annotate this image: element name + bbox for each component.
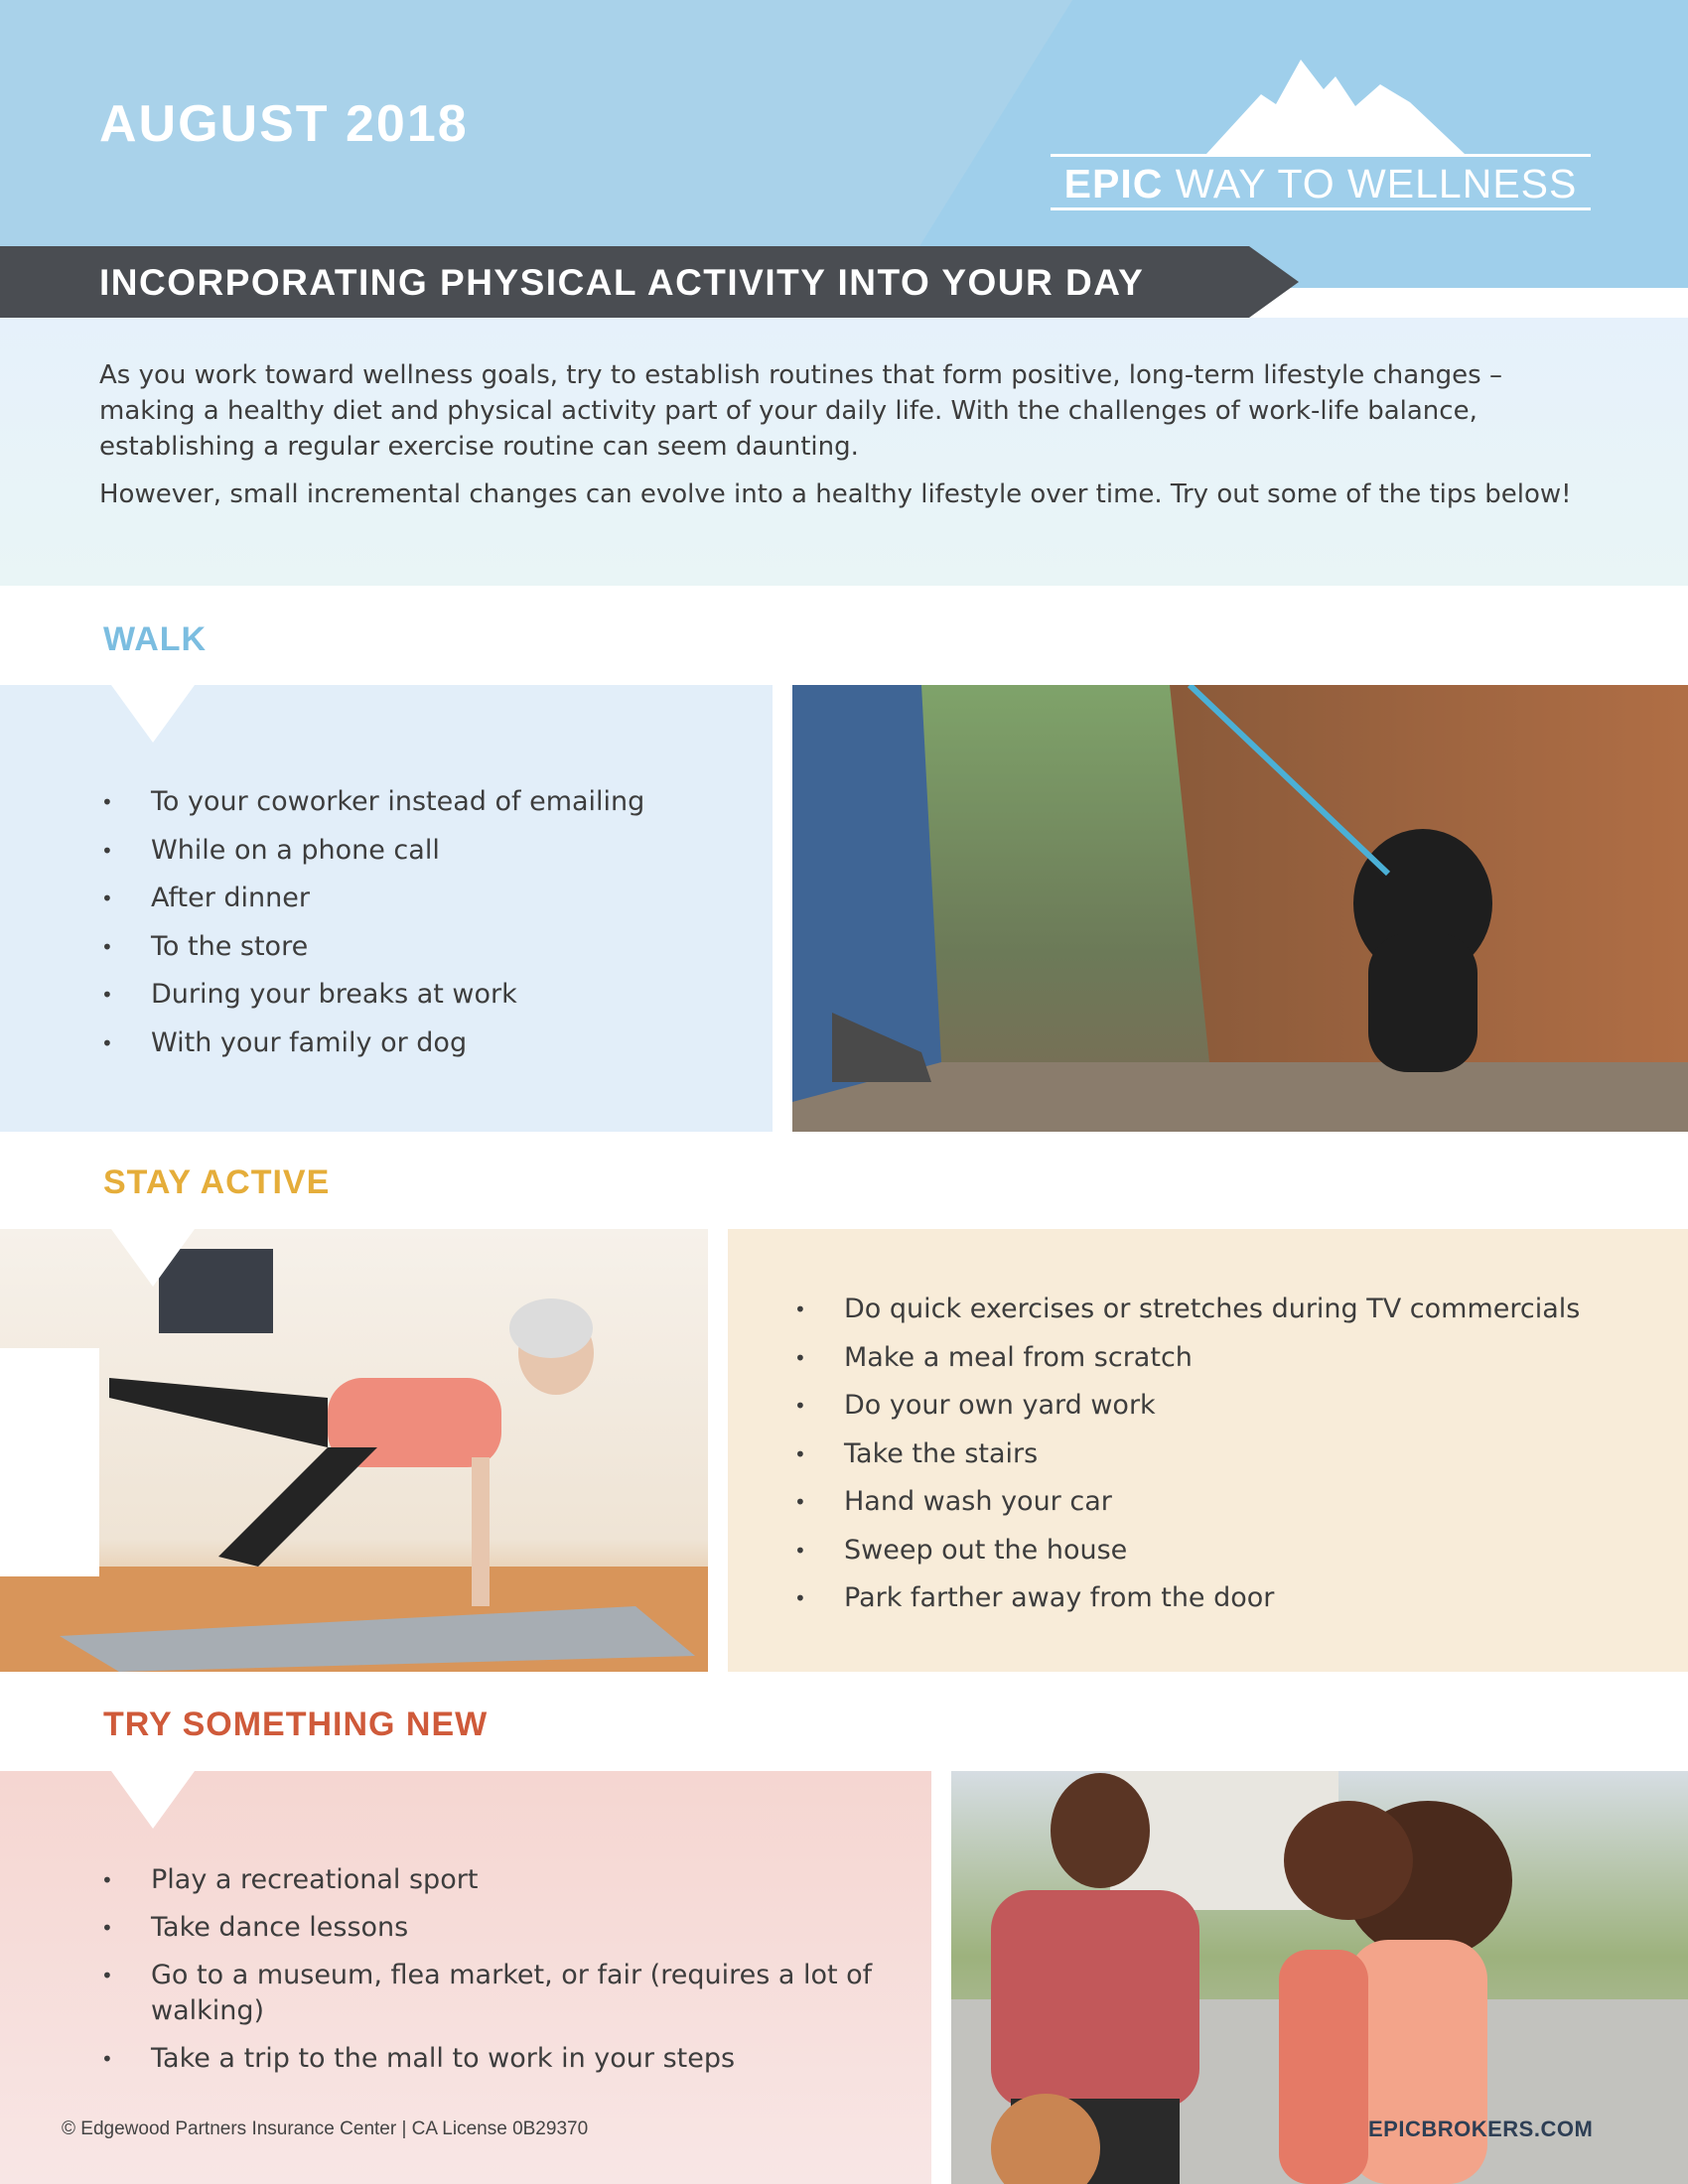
try-something-new-list xyxy=(101,1862,896,2089)
list-item: • Go to a museum, flea market, or fair (requires a lot of walking) xyxy=(101,1960,873,2026)
bullet-icon: • xyxy=(101,983,113,1007)
logo-rule-top xyxy=(1051,154,1591,157)
footer-website-link[interactable]: EPICBROKERS.COM xyxy=(1368,2116,1594,2141)
bullet-icon: • xyxy=(101,1030,113,1055)
list-item: • Hand wash your car xyxy=(794,1484,1648,1520)
panel-notch xyxy=(111,685,195,743)
list-item: • Take a trip to the mall to work in your steps xyxy=(101,2041,896,2077)
list-item: • Take the stairs xyxy=(794,1436,1648,1472)
bullet-icon: • xyxy=(794,1345,806,1370)
stay-active-list xyxy=(794,1292,1648,1629)
section-heading-try-something-new: TRY SOMETHING NEW xyxy=(103,1706,489,1743)
page-title: INCORPORATING PHYSICAL ACTIVITY INTO YOUR DAY xyxy=(99,262,1145,303)
footer-license: © Edgewood Partners Insurance Center | CA License 0B29370 xyxy=(62,2118,589,2139)
newsletter-date: AUGUST 2018 xyxy=(99,95,469,153)
photo-dog-walk xyxy=(792,685,1688,1132)
list-item: • To your coworker instead of emailing xyxy=(101,784,717,820)
epic-logo xyxy=(1043,55,1599,223)
list-item: • After dinner xyxy=(101,881,717,916)
bullet-icon: • xyxy=(101,1964,113,1987)
list-item: • Do your own yard work xyxy=(794,1388,1648,1424)
bullet-icon: • xyxy=(101,887,113,910)
bullet-icon: • xyxy=(794,1297,806,1321)
logo-wordmark: EPIC WAY TO WELLNESS xyxy=(1063,161,1578,206)
list-item: • While on a phone call xyxy=(101,833,717,869)
logo-rule-bottom xyxy=(1051,207,1591,210)
bullet-icon: • xyxy=(101,2047,113,2071)
bullet-icon: • xyxy=(101,1916,113,1940)
section-heading-walk: WALK xyxy=(103,620,208,658)
bullet-icon: • xyxy=(101,1868,113,1892)
list-item: • Make a meal from scratch xyxy=(794,1340,1648,1376)
header-banner xyxy=(0,0,1688,288)
bullet-icon: • xyxy=(101,838,113,863)
bullet-icon: • xyxy=(794,1441,806,1466)
bullet-icon: • xyxy=(794,1538,806,1563)
section-heading-stay-active: STAY ACTIVE xyxy=(103,1163,331,1201)
bullet-icon: • xyxy=(794,1490,806,1514)
list-item: • Take dance lessons xyxy=(101,1910,896,1946)
walk-list xyxy=(101,784,717,1073)
list-item: • Do quick exercises or stretches during TV commercials xyxy=(794,1292,1648,1327)
title-bar xyxy=(0,246,1301,318)
bullet-icon: • xyxy=(794,1586,806,1610)
list-item: • To the store xyxy=(101,929,717,965)
list-item: • Sweep out the house xyxy=(794,1533,1648,1569)
panel-notch xyxy=(111,1771,195,1829)
list-item: • Play a recreational sport xyxy=(101,1862,896,1898)
list-item: • With your family or dog xyxy=(101,1025,717,1061)
bullet-icon: • xyxy=(101,934,113,959)
list-item: • Park farther away from the door xyxy=(794,1580,1648,1616)
intro-section xyxy=(0,318,1688,586)
bullet-icon: • xyxy=(101,790,113,814)
intro-paragraph-1: As you work toward wellness goals, try to establish routines that form positive, long-term lifestyle changes – making a healthy diet and physical activity part of your daily life. With the challenges of work-life balance, establishing a regular exercise routine can seem daunting. xyxy=(99,360,1502,462)
list-item: • During your breaks at work xyxy=(101,977,717,1013)
photo-home-exercise xyxy=(0,1229,708,1672)
bullet-icon: • xyxy=(794,1394,806,1418)
intro-paragraph-2: However, small incremental changes can evolve into a healthy lifestyle over time. Try out some of the tips below! xyxy=(99,479,1572,509)
mountain-icon xyxy=(1206,55,1465,159)
panel-notch xyxy=(111,1229,195,1287)
